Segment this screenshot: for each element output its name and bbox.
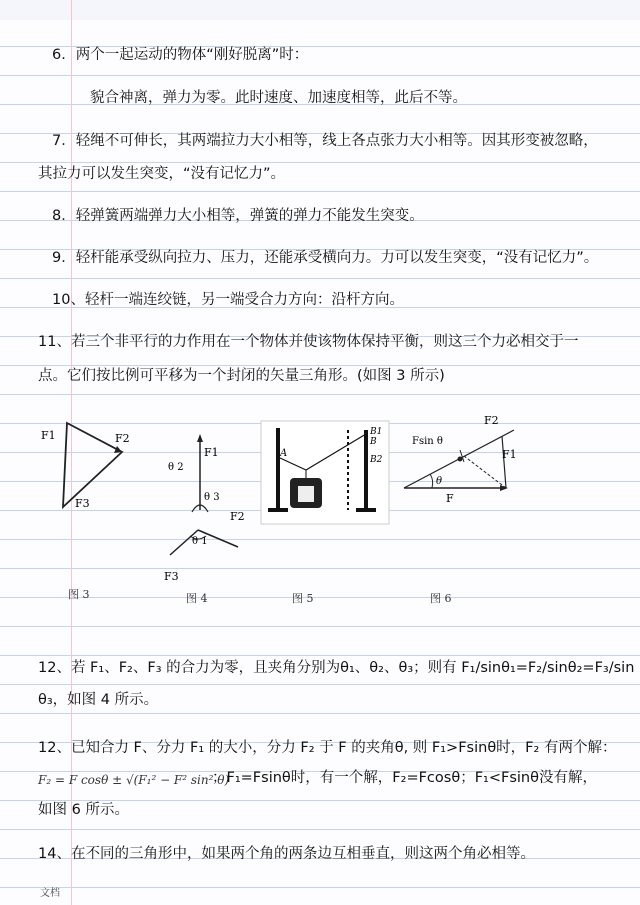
item-12a-line2: θ₃，如图 4 所示。 bbox=[38, 692, 159, 708]
item-12b-line2: ；F₁=Fsinθ时，有一个解，F₂=Fcosθ；F₁<Fsinθ没有解， bbox=[212, 770, 597, 786]
item-14: 14、在不同的三角形中，如果两个角的两条边互相垂直，则这两个角必相等。 bbox=[38, 846, 535, 862]
angle-arc bbox=[430, 474, 433, 488]
label-b2: B2 bbox=[370, 455, 383, 465]
item-11-line1: 11、若三个非平行的力作用在一个物体并使该物体保持平衡，则这三个力必相交于一 bbox=[38, 334, 579, 350]
label-theta: θ bbox=[436, 476, 443, 487]
left-pole bbox=[276, 428, 280, 510]
item-11-line2: 点。它们按比例可平移为一个封闭的矢量三角形。(如图 3 所示) bbox=[38, 368, 445, 384]
right-pole bbox=[364, 430, 368, 510]
label-b1: B1 bbox=[370, 427, 383, 437]
label-fsin: Fsin θ bbox=[412, 436, 443, 447]
footer-label: 文档 bbox=[40, 888, 60, 899]
force-triangle bbox=[63, 423, 122, 507]
top-band bbox=[0, 0, 640, 20]
item-10: 10、轻杆一端连绞链，另一端受合力方向：沿杆方向。 bbox=[52, 292, 404, 308]
label-f2: F2 bbox=[484, 414, 499, 427]
item-9: 9．轻杆能承受纵向拉力、压力，还能承受横向力。力可以发生突变，“没有记忆力”。 bbox=[52, 250, 599, 266]
dashed-line bbox=[464, 456, 506, 488]
figure-5 bbox=[260, 420, 390, 525]
label-f3: F3 bbox=[164, 570, 179, 583]
right-base bbox=[356, 508, 376, 512]
item-8: 8．轻弹簧两端弹力大小相等，弹簧的弹力不能发生突变。 bbox=[52, 208, 424, 224]
label-f1: F1 bbox=[41, 429, 56, 442]
fig4-caption: 图 4 bbox=[186, 592, 208, 605]
point-marker bbox=[458, 457, 463, 462]
item-12b-formula: F₂ = F cosθ ± √(F₁² − F² sin² θ) bbox=[38, 773, 230, 787]
item-12b-line3: 如图 6 所示。 bbox=[38, 802, 129, 818]
label-theta1: θ 1 bbox=[192, 536, 208, 547]
label-b: B bbox=[370, 437, 377, 447]
item-12b-line1: 12、已知合力 F、分力 F₁ 的大小，分力 F₂ 于 F 的夹角θ, 则 F₁>Fsinθ时，F₂ 有两个解： bbox=[38, 740, 617, 756]
item-7-line1: 7．轻绳不可伸长，其两端拉力大小相等，线上各点张力大小相等。因其形变被忽略， bbox=[52, 133, 598, 149]
label-f1: F1 bbox=[502, 448, 517, 461]
label-f1: F1 bbox=[204, 446, 219, 459]
fig5-caption: 图 5 bbox=[292, 592, 314, 605]
fig6-caption: 图 6 bbox=[430, 592, 452, 605]
figure-3 bbox=[35, 415, 145, 515]
vector-f1 bbox=[502, 436, 506, 488]
label-a: A bbox=[280, 448, 288, 459]
arrowhead bbox=[114, 446, 122, 453]
label-f2: F2 bbox=[115, 432, 130, 445]
item-7-line2: 其拉力可以发生突变，“没有记忆力”。 bbox=[38, 166, 286, 182]
weight-face bbox=[298, 486, 314, 502]
label-f: F bbox=[446, 492, 454, 505]
item-6-title: 6．两个一起运动的物体“刚好脱离”时： bbox=[52, 47, 309, 63]
item-12a-line1: 12、若 F₁、F₂、F₃ 的合力为零，且夹角分别为θ₁、θ₂、θ₃；则有 F₁/sinθ₁=F₂/sinθ₂=F₃/sin bbox=[38, 660, 635, 676]
label-f2: F2 bbox=[230, 510, 245, 523]
figure-4 bbox=[160, 430, 260, 590]
item-6-detail: 貌合神离，弹力为零。此时速度、加速度相等，此后不等。 bbox=[90, 90, 467, 106]
label-f3: F3 bbox=[75, 497, 90, 510]
fig3-caption: 图 3 bbox=[68, 588, 90, 601]
label-theta2: θ 2 bbox=[168, 462, 184, 473]
label-theta3: θ 3 bbox=[204, 492, 220, 503]
figure-6 bbox=[398, 412, 528, 507]
left-base bbox=[268, 508, 288, 512]
arrowhead bbox=[197, 434, 203, 442]
